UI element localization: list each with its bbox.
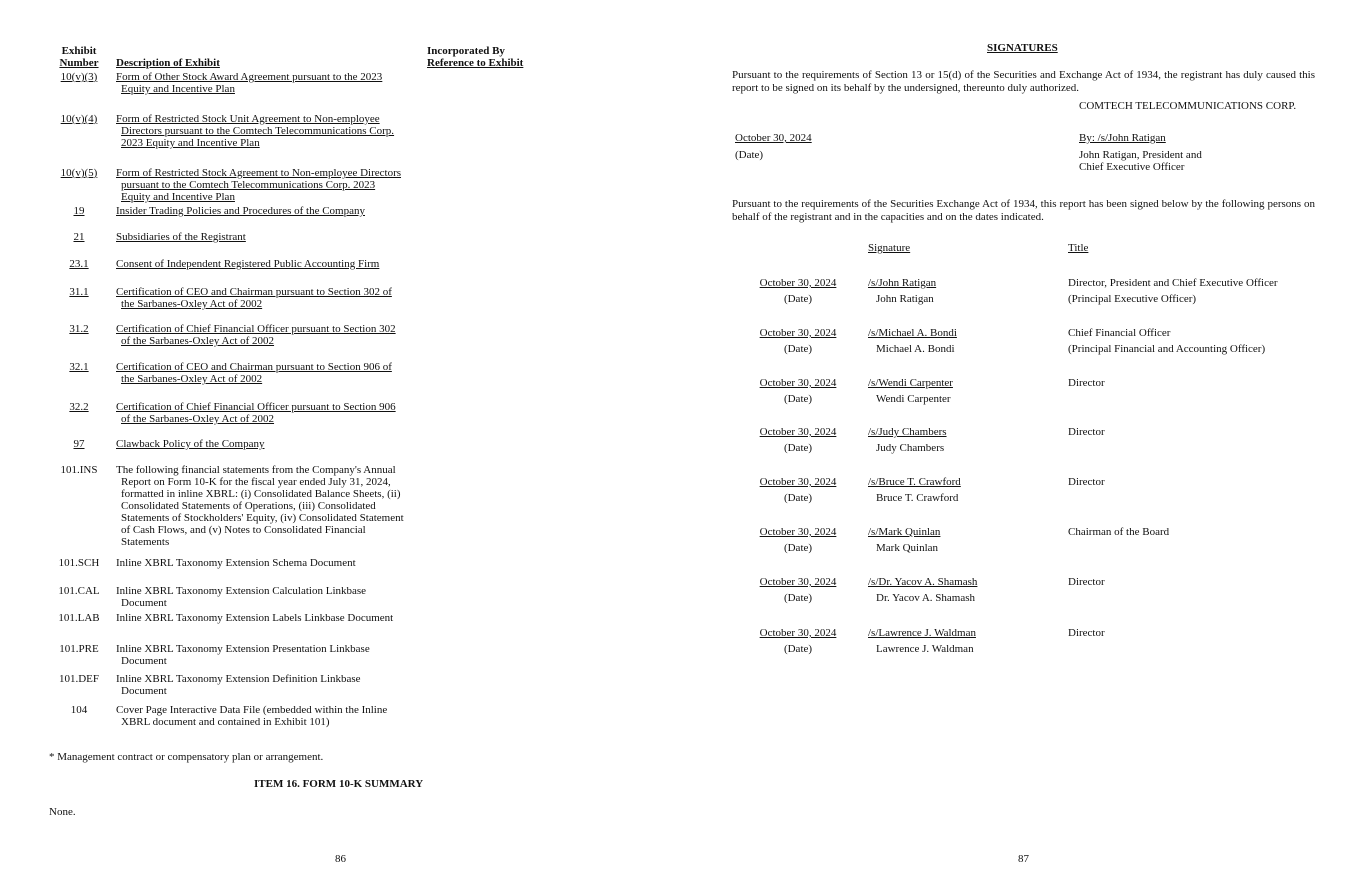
exhibit-description-line: of Cash Flows, and (v) Notes to Consolidated Financial <box>121 524 366 536</box>
exhibit-number: 104 <box>70 704 88 716</box>
signatory-title-detail: (Principal Financial and Accounting Officer) <box>1068 343 1266 355</box>
exhibit-description-line: Document <box>121 597 167 609</box>
exhibit-number[interactable]: 31.1 <box>69 286 89 298</box>
signatory-date: October 30, 2024 <box>759 277 837 289</box>
signatory-printed-name: Lawrence J. Waldman <box>876 643 974 655</box>
exhibit-number: 101.INS <box>60 464 98 476</box>
exhibit-description-line: Equity and Incentive Plan <box>121 191 235 203</box>
exhibit-number-header: Exhibit Number <box>59 45 99 69</box>
signatory-printed-name: Michael A. Bondi <box>876 343 955 355</box>
signatory-date-label: (Date) <box>783 592 813 604</box>
signatory-printed-name: Dr. Yacov A. Shamash <box>876 592 976 604</box>
signatory-title-detail: (Principal Executive Officer) <box>1068 293 1197 305</box>
exhibit-number: 101.DEF <box>58 673 100 685</box>
exhibit-description-line: 2023 Equity and Incentive Plan <box>121 137 260 149</box>
signature-column-header: Signature <box>868 242 911 254</box>
signatory-date-label: (Date) <box>783 293 813 305</box>
exhibit-description <box>116 464 426 548</box>
signatory-title: Chairman of the Board <box>1068 526 1170 538</box>
signatory-printed-name: Bruce T. Crawford <box>876 492 959 504</box>
signatory-printed-name: John Ratigan <box>876 293 934 305</box>
footnote: * Management contract or compensatory plan or arrangement. <box>49 751 324 763</box>
exhibit-description-line: Inline XBRL Taxonomy Extension Calculation Linkbase <box>116 585 367 597</box>
second-paragraph: Pursuant to the requirements of the Securities Exchange Act of 1934, this report has been signed below by the following persons on behalf of the registrant and in the capacities and on the dates indicated. <box>732 198 1315 223</box>
signatory-title: Chief Financial Officer <box>1068 327 1171 339</box>
exhibit-number: 101.LAB <box>58 612 100 624</box>
exhibit-number[interactable]: 19 <box>73 205 85 217</box>
exhibit-description[interactable] <box>116 258 426 270</box>
exhibit-number[interactable]: 10(v)(3) <box>60 71 98 83</box>
signatory-date-label: (Date) <box>783 492 813 504</box>
page-number-right: 87 <box>1018 853 1029 865</box>
exhibit-description-line: Statements <box>121 536 170 548</box>
signatory-date: October 30, 2024 <box>759 476 837 488</box>
exhibit-description <box>116 704 426 728</box>
exhibit-description[interactable] <box>116 113 426 149</box>
signatory-printed-name: Judy Chambers <box>876 442 945 454</box>
signatory-printed-name: Mark Quinlan <box>876 542 939 554</box>
exhibit-description <box>116 585 426 609</box>
exhibit-description <box>116 643 426 667</box>
signatory-signature: /s/Lawrence J. Waldman <box>868 627 976 639</box>
exhibit-number[interactable]: 10(v)(5) <box>60 167 98 179</box>
signatory-date-label: (Date) <box>783 542 813 554</box>
signatory-signature: /s/Wendi Carpenter <box>868 377 953 389</box>
exhibit-number[interactable]: 31.2 <box>69 323 89 335</box>
exhibit-description-line: Inline XBRL Taxonomy Extension Definition Linkbase <box>116 673 361 685</box>
exhibit-description-line: Cover Page Interactive Data File (embedded within the Inline <box>116 704 388 716</box>
exhibit-description[interactable] <box>116 231 426 243</box>
signatory-date-label: (Date) <box>783 442 813 454</box>
exhibit-description-line: Document <box>121 685 167 697</box>
exhibit-number[interactable]: 10(v)(4) <box>60 113 98 125</box>
signatory-signature: /s/Michael A. Bondi <box>868 327 957 339</box>
signatory-date-label: (Date) <box>783 643 813 655</box>
exhibit-description-line: the Sarbanes-Oxley Act of 2002 <box>121 373 263 385</box>
signatory-date-label: (Date) <box>783 343 813 355</box>
exhibit-number[interactable]: 23.1 <box>69 258 89 270</box>
signatory-date-label: (Date) <box>783 393 813 405</box>
exhibit-description <box>116 612 426 624</box>
exhibit-description-line: Subsidiaries of the Registrant <box>116 231 246 243</box>
signatory-title: Director <box>1068 576 1105 588</box>
signatory-title: Director <box>1068 426 1105 438</box>
signatory-date: October 30, 2024 <box>759 327 837 339</box>
company-name: COMTECH TELECOMMUNICATIONS CORP. <box>1079 100 1297 112</box>
exhibit-description-line: Consolidated Statements of Operations, (iii) Consolidated <box>121 500 376 512</box>
registrant-date-label: (Date) <box>735 149 764 161</box>
exhibit-number: 101.PRE <box>59 643 99 655</box>
signatory-printed-name: Wendi Carpenter <box>876 393 951 405</box>
signatory-signature: /s/Judy Chambers <box>868 426 947 438</box>
description-header: Description of Exhibit <box>116 57 220 69</box>
signatory-date: October 30, 2024 <box>759 627 837 639</box>
exhibit-description[interactable] <box>116 205 426 217</box>
signatory-title: Director, President and Chief Executive Officer <box>1068 277 1278 289</box>
page-number-left: 86 <box>335 853 346 865</box>
exhibit-description-line: of the Sarbanes-Oxley Act of 2002 <box>121 413 275 425</box>
signatory-date: October 30, 2024 <box>759 526 837 538</box>
signer-title: John Ratigan, President and Chief Executive Officer <box>1079 149 1202 173</box>
signatory-title: Director <box>1068 476 1105 488</box>
exhibit-description-line: Inline XBRL Taxonomy Extension Labels Linkbase Document <box>116 612 394 624</box>
exhibit-description-line: Form of Restricted Stock Agreement to Non-employee Directors <box>116 167 402 179</box>
exhibit-description-line: Certification of Chief Financial Officer pursuant to Section 302 <box>116 323 396 335</box>
signatures-title: SIGNATURES <box>987 42 1058 54</box>
exhibit-description[interactable] <box>116 361 426 385</box>
exhibit-description-line: the Sarbanes-Oxley Act of 2002 <box>121 298 263 310</box>
exhibit-number: 101.SCH <box>58 557 100 569</box>
exhibit-description-line: Statements of Stockholders' Equity, (iv) Consolidated Statement <box>121 512 404 524</box>
exhibit-description-line: Certification of CEO and Chairman pursuant to Section 906 of <box>116 361 392 373</box>
exhibit-description[interactable] <box>116 71 426 95</box>
signatory-signature: /s/John Ratigan <box>868 277 937 289</box>
exhibit-description-line: Insider Trading Policies and Procedures of the Company <box>116 205 365 217</box>
signatory-title: Director <box>1068 377 1105 389</box>
exhibit-description-line: The following financial statements from the Company's Annual <box>116 464 396 476</box>
signatory-date: October 30, 2024 <box>759 426 837 438</box>
item16-body: None. <box>49 806 76 818</box>
exhibit-description-line: pursuant to the Comtech Telecommunications Corp. 2023 <box>121 179 376 191</box>
exhibit-description-line: Inline XBRL Taxonomy Extension Presentation Linkbase <box>116 643 370 655</box>
exhibit-number[interactable]: 97 <box>73 438 85 450</box>
exhibit-description-line: Clawback Policy of the Company <box>116 438 265 450</box>
exhibit-description-line: formatted in inline XBRL: (i) Consolidated Balance Sheets, (ii) <box>121 488 401 500</box>
exhibit-number: 101.CAL <box>58 585 100 597</box>
exhibit-description-line: Consent of Independent Registered Public Accounting Firm <box>116 258 380 270</box>
exhibit-description[interactable] <box>116 438 426 450</box>
signatory-signature: /s/Bruce T. Crawford <box>868 476 961 488</box>
signatory-date: October 30, 2024 <box>759 576 837 588</box>
exhibit-description-line: Directors pursuant to the Comtech Telecommunications Corp. <box>121 125 395 137</box>
exhibit-description <box>116 673 426 697</box>
exhibit-description-line: Report on Form 10-K for the fiscal year ended July 31, 2024, <box>121 476 391 488</box>
exhibit-description-line: of the Sarbanes-Oxley Act of 2002 <box>121 335 275 347</box>
signatory-title: Director <box>1068 627 1105 639</box>
exhibit-description-line: Document <box>121 655 167 667</box>
exhibit-description-line: Certification of Chief Financial Officer pursuant to Section 906 <box>116 401 396 413</box>
exhibit-description[interactable] <box>116 323 426 347</box>
signatory-signature: /s/Dr. Yacov A. Shamash <box>868 576 978 588</box>
exhibit-number[interactable]: 32.1 <box>69 361 89 373</box>
item16-heading: ITEM 16. FORM 10-K SUMMARY <box>254 778 424 790</box>
exhibit-description-line: Form of Restricted Stock Unit Agreement to Non-employee <box>116 113 380 125</box>
exhibit-description-line: Inline XBRL Taxonomy Extension Schema Document <box>116 557 356 569</box>
exhibit-description[interactable] <box>116 286 426 310</box>
exhibit-description-line: Certification of CEO and Chairman pursuant to Section 302 of <box>116 286 392 298</box>
incorporated-header: Incorporated By Reference to Exhibit <box>427 45 524 69</box>
exhibit-description-line: Form of Other Stock Award Agreement pursuant to the 2023 <box>116 71 383 83</box>
exhibit-description <box>116 557 426 569</box>
exhibit-description[interactable] <box>116 167 426 203</box>
exhibit-description-line: XBRL document and contained in Exhibit 101) <box>121 716 330 728</box>
title-column-header: Title <box>1068 242 1089 254</box>
exhibit-number[interactable]: 32.2 <box>69 401 89 413</box>
exhibit-description[interactable] <box>116 401 426 425</box>
signatory-signature: /s/Mark Quinlan <box>868 526 941 538</box>
intro-paragraph: Pursuant to the requirements of Section 13 or 15(d) of the Securities and Exchange Act of 1934, the registrant has duly caused this report to be signed on its behalf by the undersigned, thereunto duly authorized. <box>732 69 1315 94</box>
by-signature-line: By: /s/John Ratigan <box>1079 132 1166 144</box>
exhibit-description-line: Equity and Incentive Plan <box>121 83 235 95</box>
signatory-date: October 30, 2024 <box>759 377 837 389</box>
exhibit-number[interactable]: 21 <box>73 231 85 243</box>
registrant-sign-date: October 30, 2024 <box>735 132 812 144</box>
